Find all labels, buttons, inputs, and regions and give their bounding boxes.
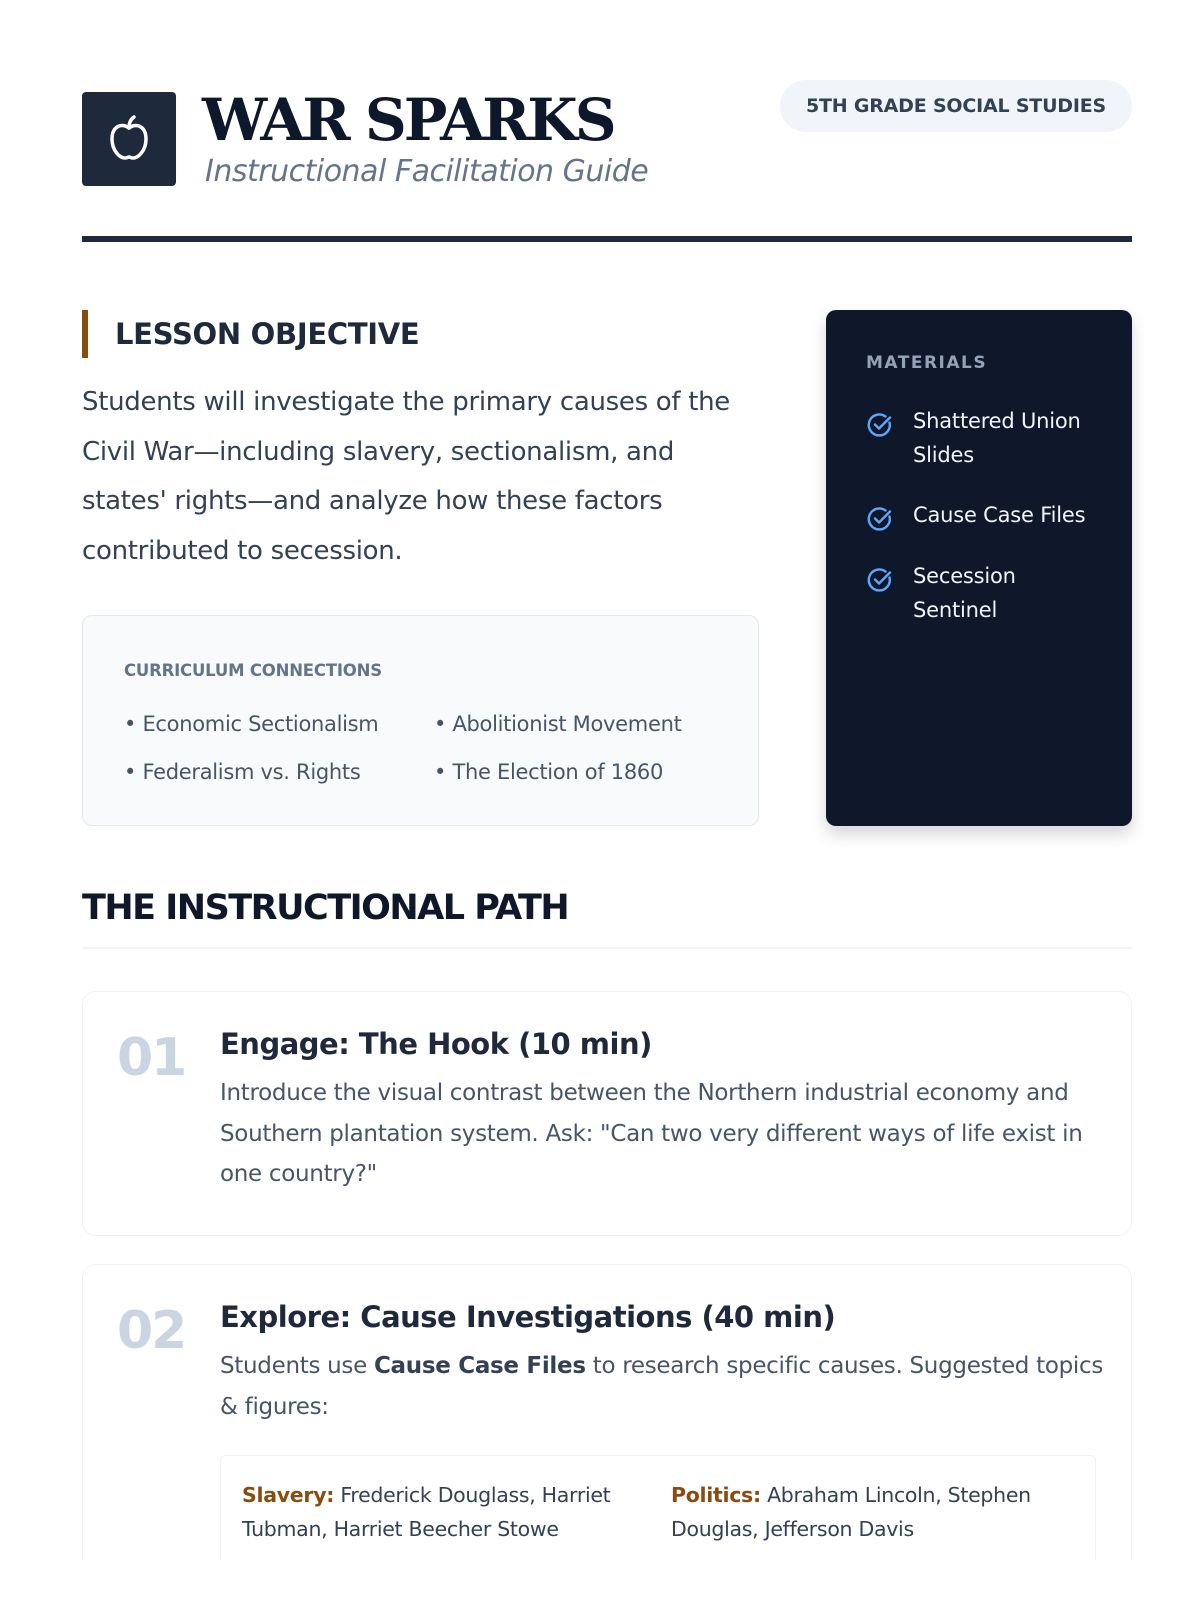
topics-box (220, 1455, 1096, 1575)
step-title: Engage: The Hook (10 min) (220, 1027, 652, 1061)
materials-item-label: Secession Sentinel (913, 564, 1016, 622)
page (82, 0, 1132, 1600)
curriculum-label: CURRICULUM CONNECTIONS (124, 661, 382, 680)
check-circle-icon (866, 566, 894, 594)
materials-card (826, 310, 1132, 826)
step-text-part: Students use (220, 1353, 374, 1379)
step-description (220, 1346, 1105, 1427)
page-bottom-edge (0, 1560, 1200, 1600)
check-circle-icon (866, 411, 894, 439)
topic-key: Politics: (671, 1483, 761, 1507)
step-title: Explore: Cause Investigations (40 min) (220, 1300, 836, 1334)
instructional-path-heading: THE INSTRUCTIONAL PATH (82, 888, 569, 928)
step-card (82, 991, 1132, 1236)
curriculum-item: • Federalism vs. Rights (124, 760, 361, 784)
topic-key: Slavery: (242, 1483, 335, 1507)
section-divider (82, 947, 1132, 949)
logo (82, 92, 176, 186)
step-text-emphasis: Cause Case Files (373, 1353, 586, 1379)
step-number: 01 (117, 1028, 186, 1088)
objective-text: Students will investigate the primary causes of the Civil War—including slavery, sectionalism, and states' rights—and analyze how these factors contributed to secession. (82, 387, 731, 566)
page-title: WAR SPARKS (202, 86, 614, 154)
step-description: Introduce the visual contrast between the Northern industrial economy and Southern plantation system. Ask: "Can two very different ways of life exist in one country?" (220, 1080, 1083, 1187)
step-number: 02 (117, 1301, 186, 1361)
objective-accent-bar (82, 310, 88, 358)
topic-entry (242, 1478, 622, 1546)
topic-entry (671, 1478, 1051, 1546)
page-subtitle: Instructional Facilitation Guide (205, 154, 649, 189)
check-circle-icon (866, 505, 894, 533)
topic-value: Frederick Douglass, Harriet Tubman, Harriet Beecher Stowe (242, 1483, 611, 1541)
header-divider (82, 236, 1132, 242)
apple-icon (103, 113, 155, 165)
objective-heading: LESSON OBJECTIVE (115, 317, 420, 351)
curriculum-connections-box (82, 615, 759, 826)
grade-badge: 5TH GRADE SOCIAL STUDIES (780, 80, 1132, 132)
topic-value: Abraham Lincoln, Stephen Douglas, Jefferson Davis (671, 1483, 1031, 1541)
step-text-part: to research specific causes. Suggested topics & figures: (220, 1353, 1104, 1420)
curriculum-item: • Abolitionist Movement (434, 712, 682, 736)
step-card (82, 1264, 1132, 1600)
curriculum-item: • Economic Sectionalism (124, 712, 379, 736)
curriculum-item: • The Election of 1860 (434, 760, 664, 784)
materials-item-label: Cause Case Files (913, 503, 1086, 527)
materials-item-label: Shattered Union Slides (913, 409, 1081, 467)
materials-label: MATERIALS (866, 353, 988, 373)
